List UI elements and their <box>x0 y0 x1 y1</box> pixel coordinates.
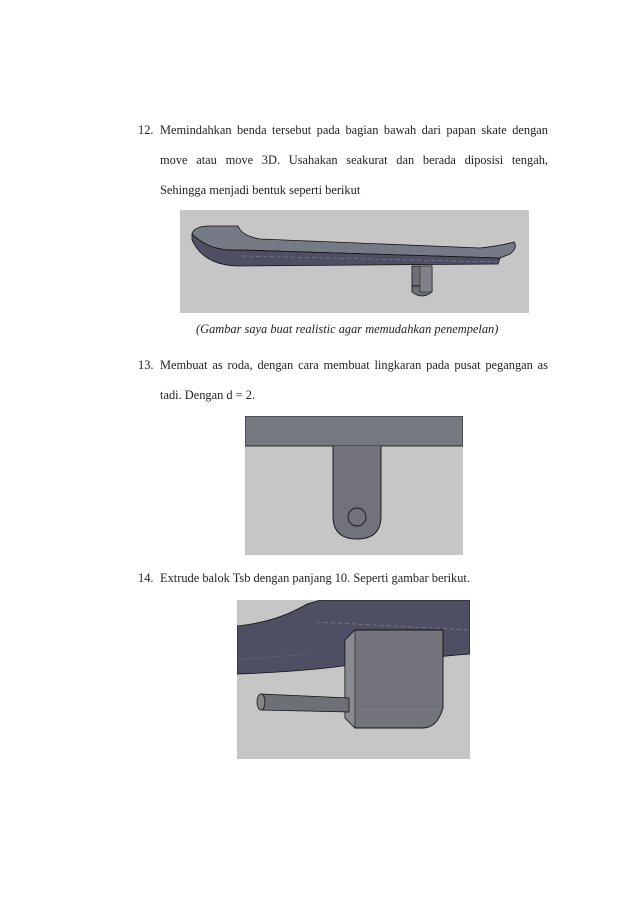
step-text-line: Extrude balok Tsb dengan panjang 10. Seperti gambar berikut. <box>160 571 470 585</box>
extruded-axle-render <box>237 600 470 759</box>
figure-caption: (Gambar saya buat realistic agar memudahkan penempelan) <box>196 322 499 336</box>
step-text-line: tadi. Dengan d = 2. <box>160 388 256 402</box>
figure-extruded-axle <box>237 600 470 759</box>
step-text-line: move atau move 3D. Usahakan seakurat dan berada diposisi tengah, <box>160 153 548 167</box>
step-number: 12. <box>138 123 154 137</box>
skateboard-deck-render <box>180 210 529 313</box>
figure-bracket-circle <box>245 416 463 555</box>
step-text-line: Membuat as roda, dengan cara membuat lingkaran pada pusat pegangan as <box>160 358 548 372</box>
bracket-circle-render <box>245 416 463 555</box>
step-text-line: Sehingga menjadi bentuk seperti berikut <box>160 183 361 197</box>
step-number: 13. <box>138 358 154 372</box>
step-text-line: Memindahkan benda tersebut pada bagian bawah dari papan skate dengan <box>160 123 548 137</box>
step-number: 14. <box>138 571 154 585</box>
figure-skateboard-deck <box>180 210 529 313</box>
